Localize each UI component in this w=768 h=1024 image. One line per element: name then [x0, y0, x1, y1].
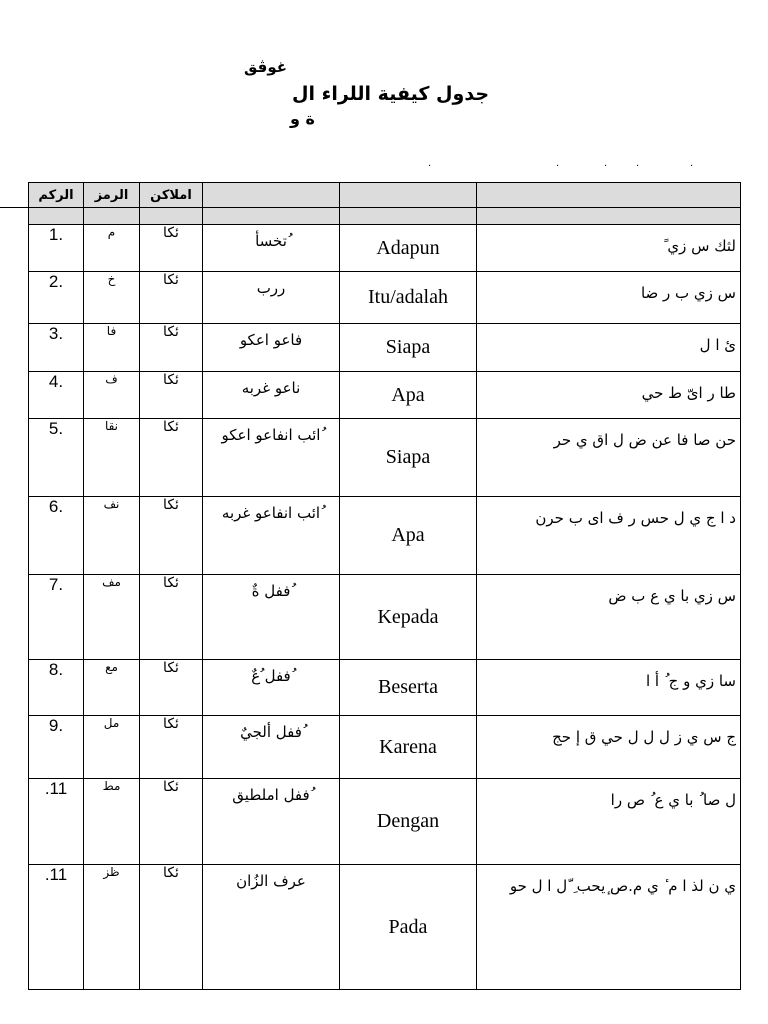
table-header-subrow — [29, 208, 741, 225]
table-row — [29, 419, 741, 497]
row-jawi: ُففل ُعٌ — [203, 660, 340, 716]
row-symbol: م — [84, 225, 140, 272]
table-row — [29, 225, 741, 272]
row-meaning: Beserta — [340, 660, 477, 716]
row-spelling: ئكا — [140, 324, 203, 372]
row-number: .11 — [29, 865, 84, 990]
row-jawi: فاعو اعكو — [203, 324, 340, 372]
row-meaning: Pada — [340, 865, 477, 990]
row-meaning: Adapun — [340, 225, 477, 272]
row-number: 2. — [29, 272, 84, 324]
header-cell-spelling: املاكن — [140, 183, 203, 208]
table-row — [29, 324, 741, 372]
table-row — [29, 660, 741, 716]
row-spelling: ئكا — [140, 497, 203, 575]
row-example: ج س ي ز ل ل ل حي ق إ حج — [477, 716, 741, 779]
stray-dot: . — [428, 158, 432, 169]
header-cell-jawi — [203, 183, 340, 208]
title-subline: ة و — [290, 109, 315, 128]
title-small: غوڤق — [244, 58, 287, 76]
row-spelling: ئكا — [140, 272, 203, 324]
row-symbol: نف — [84, 497, 140, 575]
stray-dot: . — [556, 158, 560, 169]
table-row — [29, 779, 741, 865]
row-jawi: ُتخسأ — [203, 225, 340, 272]
row-example: ي ن لذ ا م ٔ ي م.ص ٕيحب ِ ّل ا ل حو — [477, 865, 741, 990]
row-jawi: ُائب انفاعو غربه — [203, 497, 340, 575]
row-meaning: Siapa — [340, 324, 477, 372]
row-meaning: Apa — [340, 497, 477, 575]
row-jawi: ُائب انفاعو اعكو — [203, 419, 340, 497]
row-symbol: خ — [84, 272, 140, 324]
stray-dot: . — [690, 158, 694, 169]
row-example: حن صا فا عن ض ل اق ي حر — [477, 419, 741, 497]
header-cell-meaning — [340, 183, 477, 208]
row-number: 5. — [29, 419, 84, 497]
row-meaning: Karena — [340, 716, 477, 779]
row-number: 7. — [29, 575, 84, 660]
row-symbol: مع — [84, 660, 140, 716]
title-block — [0, 50, 768, 140]
row-number: 3. — [29, 324, 84, 372]
jawi-spelling-table — [28, 182, 741, 990]
row-example: د ا ج ي ل حس ر ف اى ب حرن — [477, 497, 741, 575]
header-cell-example — [477, 183, 741, 208]
row-jawi: ُففل ألجيٌ — [203, 716, 340, 779]
row-spelling: ئكا — [140, 575, 203, 660]
row-number: 8. — [29, 660, 84, 716]
margin-rule — [0, 207, 28, 208]
row-symbol: مل — [84, 716, 140, 779]
row-number: 1. — [29, 225, 84, 272]
row-example: لثك س زي ً — [477, 225, 741, 272]
row-number: 4. — [29, 372, 84, 419]
row-symbol: فا — [84, 324, 140, 372]
row-number: 9. — [29, 716, 84, 779]
row-symbol: ظز — [84, 865, 140, 990]
row-example: طا ر اىّ ط حي — [477, 372, 741, 419]
row-number: 6. — [29, 497, 84, 575]
row-spelling: ئكا — [140, 716, 203, 779]
row-example: ئ ا ل — [477, 324, 741, 372]
table-row — [29, 497, 741, 575]
row-jawi: ناعو غربه — [203, 372, 340, 419]
header-cell-number: الركم — [29, 183, 84, 208]
table-row — [29, 372, 741, 419]
row-symbol: ف — [84, 372, 140, 419]
table-row — [29, 865, 741, 990]
row-meaning: Siapa — [340, 419, 477, 497]
row-jawi: عرف الزُان — [203, 865, 340, 990]
row-example: س زي با ي ع ب ض — [477, 575, 741, 660]
row-spelling: ئكا — [140, 419, 203, 497]
row-meaning: Dengan — [340, 779, 477, 865]
row-example: س زي ب ر ضا — [477, 272, 741, 324]
table-header-row — [29, 183, 741, 208]
page-title: جدول كيفية اللراء ال — [292, 83, 490, 105]
table-row — [29, 716, 741, 779]
row-meaning: Kepada — [340, 575, 477, 660]
row-example: سا زي و ج ُ أ ا — [477, 660, 741, 716]
row-number: .11 — [29, 779, 84, 865]
row-spelling: ئكا — [140, 660, 203, 716]
row-spelling: ئكا — [140, 372, 203, 419]
table-row — [29, 575, 741, 660]
stray-dot: . — [604, 158, 608, 169]
row-jawi: ُففل ةٌ — [203, 575, 340, 660]
row-spelling: ئكا — [140, 865, 203, 990]
row-spelling: ئكا — [140, 225, 203, 272]
row-spelling: ئكا — [140, 779, 203, 865]
row-jawi: ُففل املطيق — [203, 779, 340, 865]
row-example: ل صا ُ با ي ع ُ ص را — [477, 779, 741, 865]
row-symbol: مط — [84, 779, 140, 865]
row-symbol: نقا — [84, 419, 140, 497]
row-jawi: ررب — [203, 272, 340, 324]
row-meaning: Apa — [340, 372, 477, 419]
header-cell-symbol: الرمز — [84, 183, 140, 208]
table-row — [29, 272, 741, 324]
stray-dot: . — [636, 158, 640, 169]
row-symbol: مف — [84, 575, 140, 660]
row-meaning: Itu/adalah — [340, 272, 477, 324]
